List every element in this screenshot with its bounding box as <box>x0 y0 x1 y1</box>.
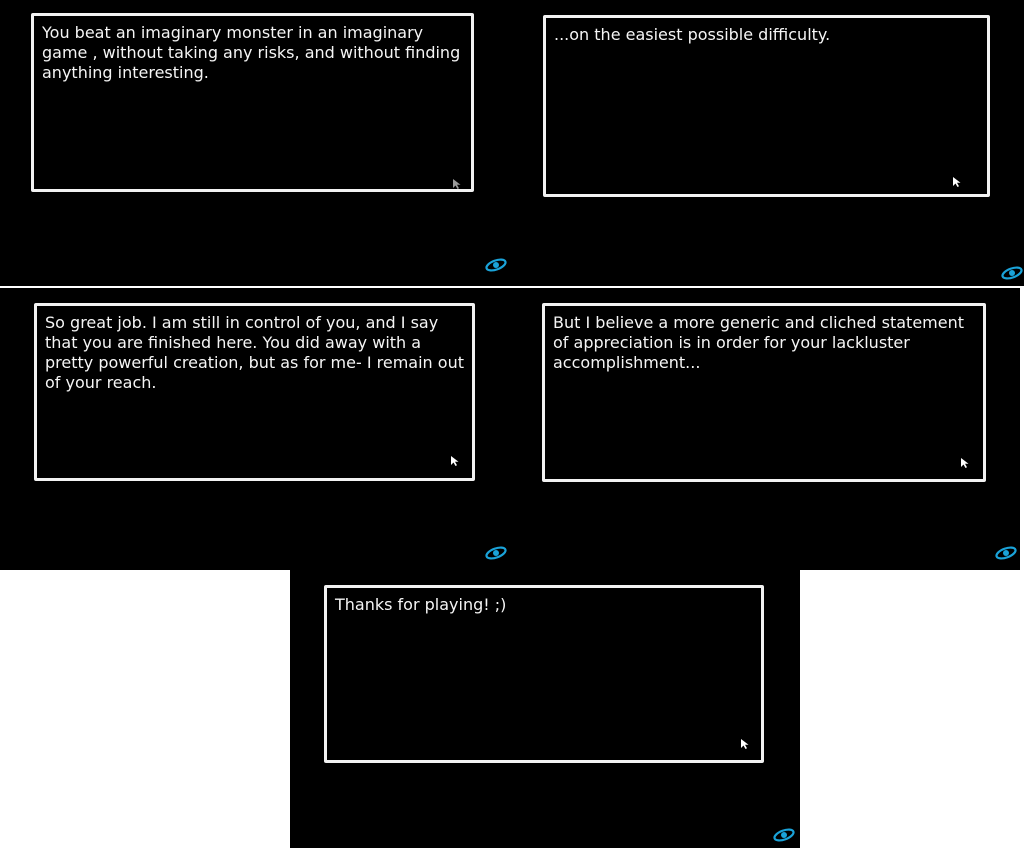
scene-panel-4 <box>512 288 1020 570</box>
advance-cursor-icon <box>960 457 972 469</box>
swirl-logo-icon <box>772 826 796 844</box>
advance-cursor-icon <box>450 455 462 467</box>
dialog-text-5: Thanks for playing! ;) <box>335 595 507 614</box>
dialog-box-5[interactable] <box>324 585 764 763</box>
advance-cursor-icon <box>952 176 964 188</box>
swirl-logo-icon <box>484 544 508 562</box>
dialog-text-4: But I believe a more generic and cliched statement of appreciation is in order for your lackluster accomplishment... <box>553 313 964 372</box>
advance-cursor-icon <box>740 738 752 750</box>
scene-panel-1 <box>0 0 512 286</box>
dialog-box-1[interactable] <box>31 13 474 192</box>
scene-panel-3 <box>0 288 512 570</box>
dialog-text-2: ...on the easiest possible difficulty. <box>554 25 831 44</box>
dialog-box-3[interactable] <box>34 303 475 481</box>
dialog-box-2[interactable] <box>543 15 990 197</box>
dialog-text-1: You beat an imaginary monster in an imaginary game , without taking any risks, and without finding anything interesting. <box>42 23 461 82</box>
dialog-text-3: So great job. I am still in control of you, and I say that you are finished here. You did away with a pretty powerful creation, but as for me- I remain out of your reach. <box>45 313 464 392</box>
dialog-box-4[interactable] <box>542 303 986 482</box>
scene-panel-2 <box>512 0 1024 286</box>
scene-panel-5 <box>290 570 800 848</box>
advance-cursor-icon <box>452 178 464 190</box>
swirl-logo-icon <box>994 544 1018 562</box>
swirl-logo-icon <box>484 256 508 274</box>
swirl-logo-icon <box>1000 264 1024 282</box>
